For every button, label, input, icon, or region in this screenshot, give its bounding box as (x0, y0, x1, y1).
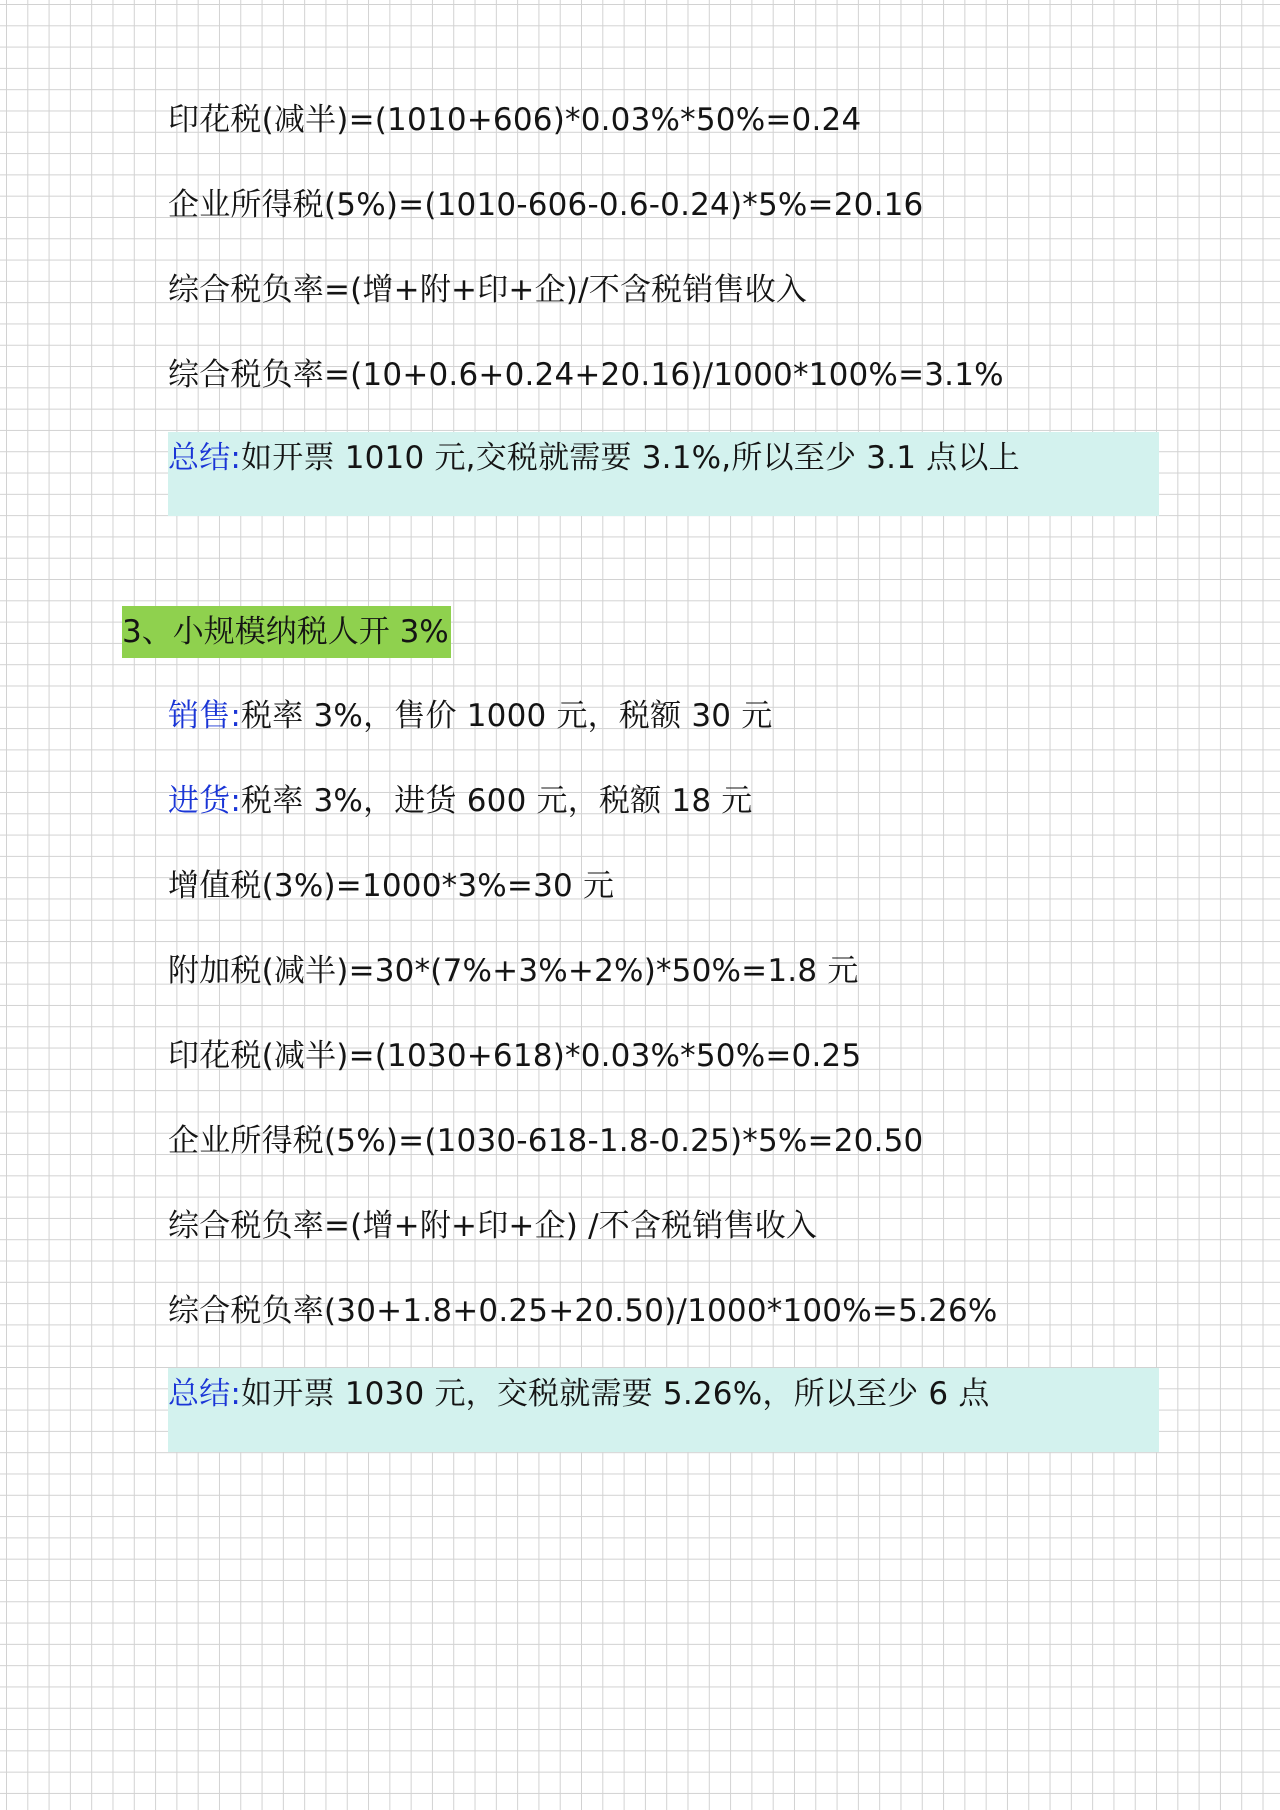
summary-text: 如开票 1030 元，交税就需要 5.26%，所以至少 6 点 (241, 1376, 990, 1412)
summary-box-2 (168, 1368, 1159, 1452)
purchase-line (168, 781, 753, 821)
sales-label: 销售: (168, 698, 242, 734)
corporate-income-tax-line: 企业所得税(5%)=(1010-606-0.6-0.24)*5%=20.16 (168, 187, 924, 223)
tax-burden-result-line: 综合税负率(30+1.8+0.25+20.50)/1000*100%=5.26% (168, 1293, 998, 1329)
summary-line-2 (168, 1374, 990, 1414)
purchase-text: 税率 3%，进货 600 元，税额 18 元 (241, 783, 753, 819)
sales-text: 税率 3%，售价 1000 元，税额 30 元 (241, 698, 773, 734)
summary-line-1 (168, 438, 1020, 478)
tax-burden-formula-line: 综合税负率=(增+附+印+企) /不含税销售收入 (168, 1208, 818, 1244)
summary-label: 总结: (168, 440, 242, 476)
stamp-tax-line: 印花税(减半)=(1030+618)*0.03%*50%=0.25 (168, 1038, 862, 1074)
sales-line (168, 696, 772, 736)
vat-line: 增值税(3%)=1000*3%=30 元 (168, 868, 615, 904)
stamp-tax-line: 印花税(减半)=(1010+606)*0.03%*50%=0.24 (168, 102, 862, 138)
summary-label: 总结: (168, 1376, 242, 1412)
summary-text: 如开票 1010 元,交税就需要 3.1%,所以至少 3.1 点以上 (241, 440, 1020, 476)
tax-burden-formula-line: 综合税负率=(增+附+印+企)/不含税销售收入 (168, 272, 808, 308)
surcharge-tax-line: 附加税(减半)=30*(7%+3%+2%)*50%=1.8 元 (168, 953, 859, 989)
tax-burden-result-line: 综合税负率=(10+0.6+0.24+20.16)/1000*100%=3.1% (168, 357, 1004, 393)
corporate-income-tax-line: 企业所得税(5%)=(1030-618-1.8-0.25)*5%=20.50 (168, 1123, 924, 1159)
summary-box-1 (168, 432, 1159, 516)
section-heading: 3、小规模纳税人开 3% (122, 606, 451, 658)
purchase-label: 进货: (168, 783, 242, 819)
